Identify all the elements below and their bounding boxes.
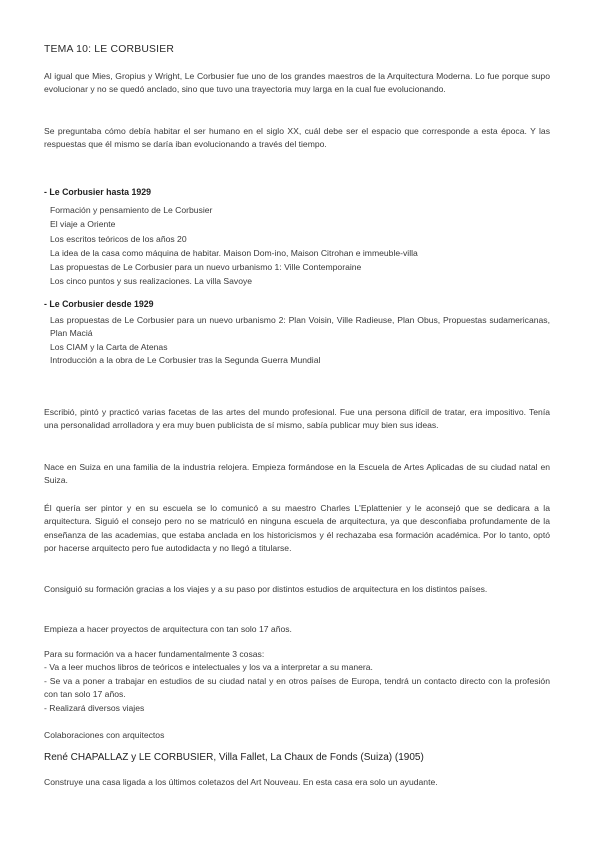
outline-item: Los escritos teóricos de los años 20 [50, 233, 187, 244]
body-paragraph-3: Él quería ser pintor y en su escuela se lo comunicó a su maestro Charles L'Eplattenier y le aconsejó que se dedicara a la arquitectura. Siguió el consejo pero no se matriculó en ninguna escuela de arquitectura, ya que desconfiaba profundamente de la enseñanza de las academias, que estaba anclada en los historicismos y él rechazaba esa formación académica. Por lo tanto, optó por hacerse arquitecto pero fue autodidacta y no llegó a titularse. [44, 503, 550, 554]
outline-list-1 [50, 203, 550, 289]
intro-paragraph-2: Se preguntaba cómo debía habitar el ser humano en el siglo XX, cuál debe ser el espacio que corresponde a esta época. Y las respuestas que él mismo se daría iban evolucionando a través del tiempo. [44, 126, 550, 150]
outline-item: Formación y pensamiento de Le Corbusier [50, 205, 213, 215]
intro-paragraph-1: Al igual que Mies, Gropius y Wright, Le Corbusier fue uno de los grandes maestros de la Arquitectura Moderna. Lo fue porque supo evolucionar y no se quedó anclado, sino que tuvo una trayectoria muy larga en la cual fue evolucionando. [44, 71, 550, 95]
body-paragraph-2: Nace en Suiza en una familia de la industria relojera. Empieza formándose en la Escuela de Artes Aplicadas de su ciudad natal en Suiza. [44, 462, 550, 486]
outline-item: Los CIAM y la Carta de Atenas [50, 341, 168, 352]
formation-list [44, 648, 550, 715]
body-paragraph-4: Consiguió su formación gracias a los viajes y a su paso por distintos estudios de arquitectura en los distintos países. [44, 584, 488, 594]
outline-heading-1: - Le Corbusier hasta 1929 [44, 187, 152, 197]
outline-heading-2: - Le Corbusier desde 1929 [44, 299, 154, 309]
formation-item: - Se va a poner a trabajar en estudios de su ciudad natal y en otros países de Europa, tendrá un contacto directo con la profesión con tan solo 17 años. [44, 675, 550, 700]
body-paragraph-7: Colaboraciones con arquitectos [44, 730, 165, 740]
outline-list-2 [50, 314, 550, 367]
outline-item: La idea de la casa como máquina de habitar. Maison Dom-ino, Maison Citrohan e immeuble-villa [50, 247, 418, 258]
formation-item: - Realizará diversos viajes [44, 702, 145, 713]
outline-item: Las propuestas de Le Corbusier para un nuevo urbanismo 1: Ville Contemporaine [50, 262, 362, 273]
outline-item: Las propuestas de Le Corbusier para un nuevo urbanismo 2: Plan Voisin, Ville Radieuse, Plan Obus, Propuestas sudamericanas, Plan Maciá [50, 315, 550, 339]
section-subheading: René CHAPALLAZ y LE CORBUSIER, Villa Fallet, La Chaux de Fonds (Suiza) (1905) [44, 752, 424, 763]
body-paragraph-5: Empieza a hacer proyectos de arquitectura con tan solo 17 años. [44, 624, 292, 634]
body-paragraph-1: Escribió, pintó y practicó varias facetas de las artes del mundo profesional. Fue una persona difícil de tratar, era impositivo. Tenía una personalidad arrolladora y era muy buen publicista de sí mismo, sabía publicar muy bien sus ideas. [44, 407, 550, 431]
formation-item: - Va a leer muchos libros de teóricos e intelectuales y los va a interpretar a su manera. [44, 662, 373, 673]
outline-item: El viaje a Oriente [50, 219, 116, 230]
outline-item: Introducción a la obra de Le Corbusier tras la Segunda Guerra Mundial [50, 354, 321, 365]
page-title: TEMA 10: LE CORBUSIER [44, 44, 175, 55]
formation-lead: Para su formación va a hacer fundamentalmente 3 cosas: [44, 649, 265, 659]
body-paragraph-8: Construye una casa ligada a los últimos coletazos del Art Nouveau. En esta casa era solo un ayudante. [44, 777, 438, 787]
outline-item: Los cinco puntos y sus realizaciones. La villa Savoye [50, 276, 253, 287]
